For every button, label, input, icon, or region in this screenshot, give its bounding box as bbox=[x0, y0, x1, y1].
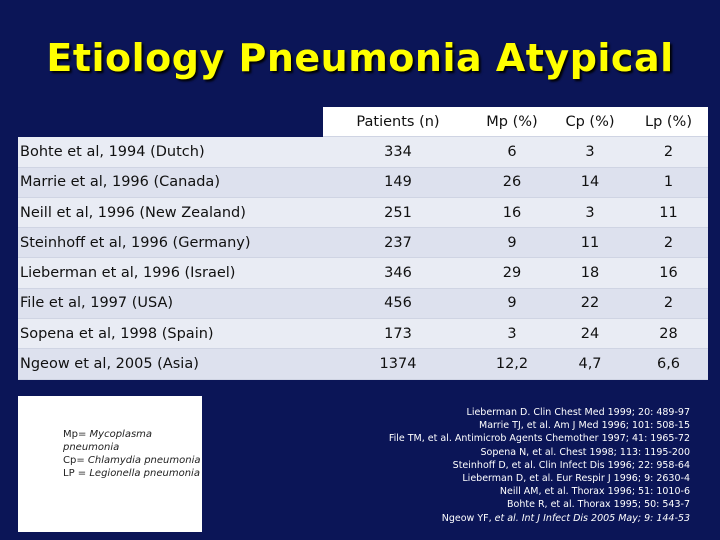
header-patients: Patients (n) bbox=[323, 107, 473, 137]
cell-cp: 4,7 bbox=[551, 349, 629, 379]
cell-mp: 9 bbox=[473, 289, 551, 319]
cell-patients: 334 bbox=[323, 137, 473, 167]
cell-patients: 149 bbox=[323, 168, 473, 198]
table-row bbox=[18, 258, 708, 288]
reference-item: File TM, et al. Antimicrob Agents Chemother 1997; 41: 1965-72 bbox=[388, 433, 690, 445]
cell-cp: 18 bbox=[551, 258, 629, 288]
cell-study: Bohte et al, 1994 (Dutch) bbox=[18, 137, 323, 167]
reference-item-last: Ngeow YF, et al. Int J Infect Dis 2005 May; 9: 144-53 bbox=[441, 512, 690, 524]
cell-mp: 29 bbox=[473, 258, 551, 288]
cell-cp: 3 bbox=[551, 198, 629, 228]
table-row bbox=[18, 137, 708, 167]
cell-cp: 14 bbox=[551, 168, 629, 198]
cell-study: Steinhoff et al, 1996 (Germany) bbox=[18, 228, 323, 258]
cell-cp: 3 bbox=[551, 137, 629, 167]
cell-study: Sopena et al, 1998 (Spain) bbox=[18, 319, 323, 349]
header-cp: Cp (%) bbox=[551, 107, 629, 137]
table-row bbox=[18, 228, 708, 258]
cell-study: Ngeow et al, 2005 (Asia) bbox=[18, 349, 323, 379]
reference-item: Sopena N, et al. Chest 1998; 113: 1195-200 bbox=[480, 446, 690, 458]
cell-mp: 3 bbox=[473, 319, 551, 349]
cell-cp: 11 bbox=[551, 228, 629, 258]
table-row bbox=[18, 198, 708, 228]
etiology-table bbox=[18, 107, 708, 380]
cell-cp: 24 bbox=[551, 319, 629, 349]
cell-lp: 11 bbox=[629, 198, 708, 228]
header-study bbox=[18, 107, 323, 137]
cell-patients: 346 bbox=[323, 258, 473, 288]
reference-item: Lieberman D. Clin Chest Med 1999; 20: 489-97 bbox=[466, 407, 690, 418]
legend-mp: Mp= Mycoplasma pneumonia bbox=[63, 429, 153, 453]
cell-lp: 6,6 bbox=[629, 349, 708, 379]
legend-lp: LP = Legionella pneumonia bbox=[63, 468, 200, 479]
table-row bbox=[18, 289, 708, 319]
cell-mp: 6 bbox=[473, 137, 551, 167]
header-mp: Mp (%) bbox=[473, 107, 551, 137]
cell-patients: 251 bbox=[323, 198, 473, 228]
references bbox=[350, 406, 690, 525]
table-header-row bbox=[18, 107, 708, 137]
cell-patients: 173 bbox=[323, 319, 473, 349]
cell-lp: 28 bbox=[629, 319, 708, 349]
cell-mp: 26 bbox=[473, 168, 551, 198]
cell-patients: 237 bbox=[323, 228, 473, 258]
legend-cp: Cp= Chlamydia pneumonia bbox=[63, 455, 201, 466]
cell-lp: 2 bbox=[629, 228, 708, 258]
abbreviation-legend bbox=[18, 396, 202, 532]
cell-lp: 2 bbox=[629, 137, 708, 167]
header-lp: Lp (%) bbox=[629, 107, 708, 137]
slide-title: Etiology Pneumonia Atypical bbox=[46, 36, 674, 80]
table-row bbox=[18, 349, 708, 379]
cell-study: Lieberman et al, 1996 (Israel) bbox=[18, 258, 323, 288]
reference-item: Steinhoff D, et al. Clin Infect Dis 1996; 22: 958-64 bbox=[452, 459, 690, 471]
cell-mp: 9 bbox=[473, 228, 551, 258]
reference-item: Marrie TJ, et al. Am J Med 1996; 101: 508-15 bbox=[479, 420, 690, 432]
table-row bbox=[18, 168, 708, 198]
cell-patients: 456 bbox=[323, 289, 473, 319]
reference-item: Neill AM, et al. Thorax 1996; 51: 1010-6 bbox=[499, 486, 690, 498]
table-row bbox=[18, 319, 708, 349]
cell-lp: 2 bbox=[629, 289, 708, 319]
cell-mp: 12,2 bbox=[473, 349, 551, 379]
cell-lp: 1 bbox=[629, 168, 708, 198]
cell-cp: 22 bbox=[551, 289, 629, 319]
reference-item: Lieberman D, et al. Eur Respir J 1996; 9: 2630-4 bbox=[462, 473, 690, 485]
cell-study: File et al, 1997 (USA) bbox=[18, 289, 323, 319]
cell-mp: 16 bbox=[473, 198, 551, 228]
reference-item: Bohte R, et al. Thorax 1995; 50: 543-7 bbox=[507, 499, 690, 511]
cell-study: Neill et al, 1996 (New Zealand) bbox=[18, 198, 323, 228]
cell-patients: 1374 bbox=[323, 349, 473, 379]
cell-study: Marrie et al, 1996 (Canada) bbox=[18, 168, 323, 198]
cell-lp: 16 bbox=[629, 258, 708, 288]
